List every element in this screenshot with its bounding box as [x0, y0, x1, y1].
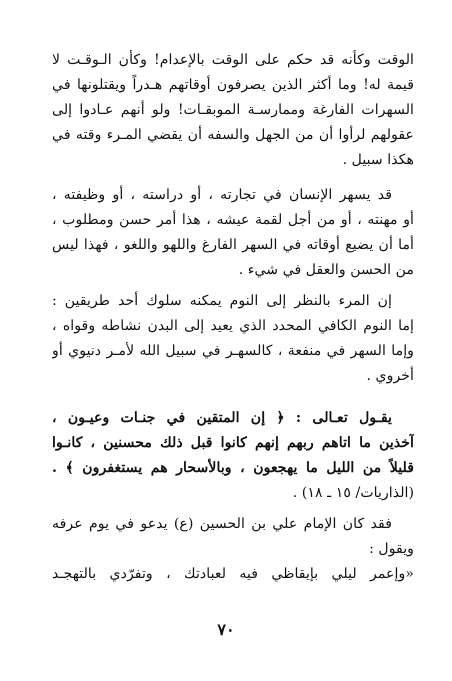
- page-number: ٧٠: [217, 620, 235, 639]
- text-line: عقولهم لرأوا أن من الجهل والسفه أن يقضي المـرء وقته في: [52, 127, 414, 143]
- quran-verse-line: يقـول تعـالى : ﴿ إن المتقين في جنـات وعيـون ،: [52, 410, 392, 426]
- text-line: إما النوم الكافي المحدد الذي يعيد إلى البدن نشاطه وقواه ،: [52, 318, 414, 334]
- paragraph-3: [52, 289, 414, 389]
- paragraph-4: [52, 406, 414, 506]
- text-line: «وإعمر ليلي بإيقاظي فيه لعبادتك ، وتفرّدي بالتهجـد: [52, 566, 414, 582]
- text-line: هكذا سبيل .: [342, 152, 414, 168]
- paragraph-1: [52, 48, 414, 173]
- text-line: أو مهنته ، أو من أجل لقمة عيشه ، هذا أمر حسن ومطلوب ،: [52, 212, 414, 228]
- text-line: وإما السهر في منفعة ، كالسهـر في سبيل الله لأمـر دنيوي أو: [52, 343, 414, 359]
- text-line: ويقول :: [369, 541, 414, 557]
- text-line: أما أن يضيع أوقاته في السهر الفارغ واللهو واللغو ، فهذا ليس: [52, 237, 414, 253]
- paragraph-5: [52, 512, 414, 587]
- quran-verse-line: قليلاً من الليل ما يهجعون ، وبالأسحار هم يستغفرون ﴾ .: [52, 460, 414, 476]
- text-line: من الحسن والعقل في شيء .: [238, 262, 414, 278]
- text-line: قيمة له! وما أكثر الذين يصرفون أوقاتهم هـدراً ويقتلونها في: [52, 77, 414, 93]
- quran-verse-line: آخذين ما اتاهم ربهم إنهم كانوا قبل ذلك محسنين ، كانـوا: [52, 435, 414, 451]
- text-line: فقد كان الإمام علي بن الحسين (ع) يدعو في يوم عرفه: [52, 516, 392, 532]
- verse-citation: (الذاريات/ ١٥ ـ ١٨) .: [292, 485, 414, 501]
- text-line: أخروي .: [366, 368, 414, 384]
- text-line: السهرات الفارغة وممارسـة الموبقـات! ولو أنهم عـادوا إلى: [52, 102, 414, 118]
- text-line: قد يسهر الإنسان في تجارته ، أو دراسته ، أو وظيفته ،: [52, 187, 392, 203]
- paragraph-2: [52, 183, 414, 283]
- text-line: إن المرء بالنظر إلى النوم يمكنه سلوك أحد طريقين :: [52, 293, 392, 309]
- text-line: الوقت وكأنه قد حكم على الوقت بالإعدام! وكأن الـوقـت لا: [52, 52, 414, 68]
